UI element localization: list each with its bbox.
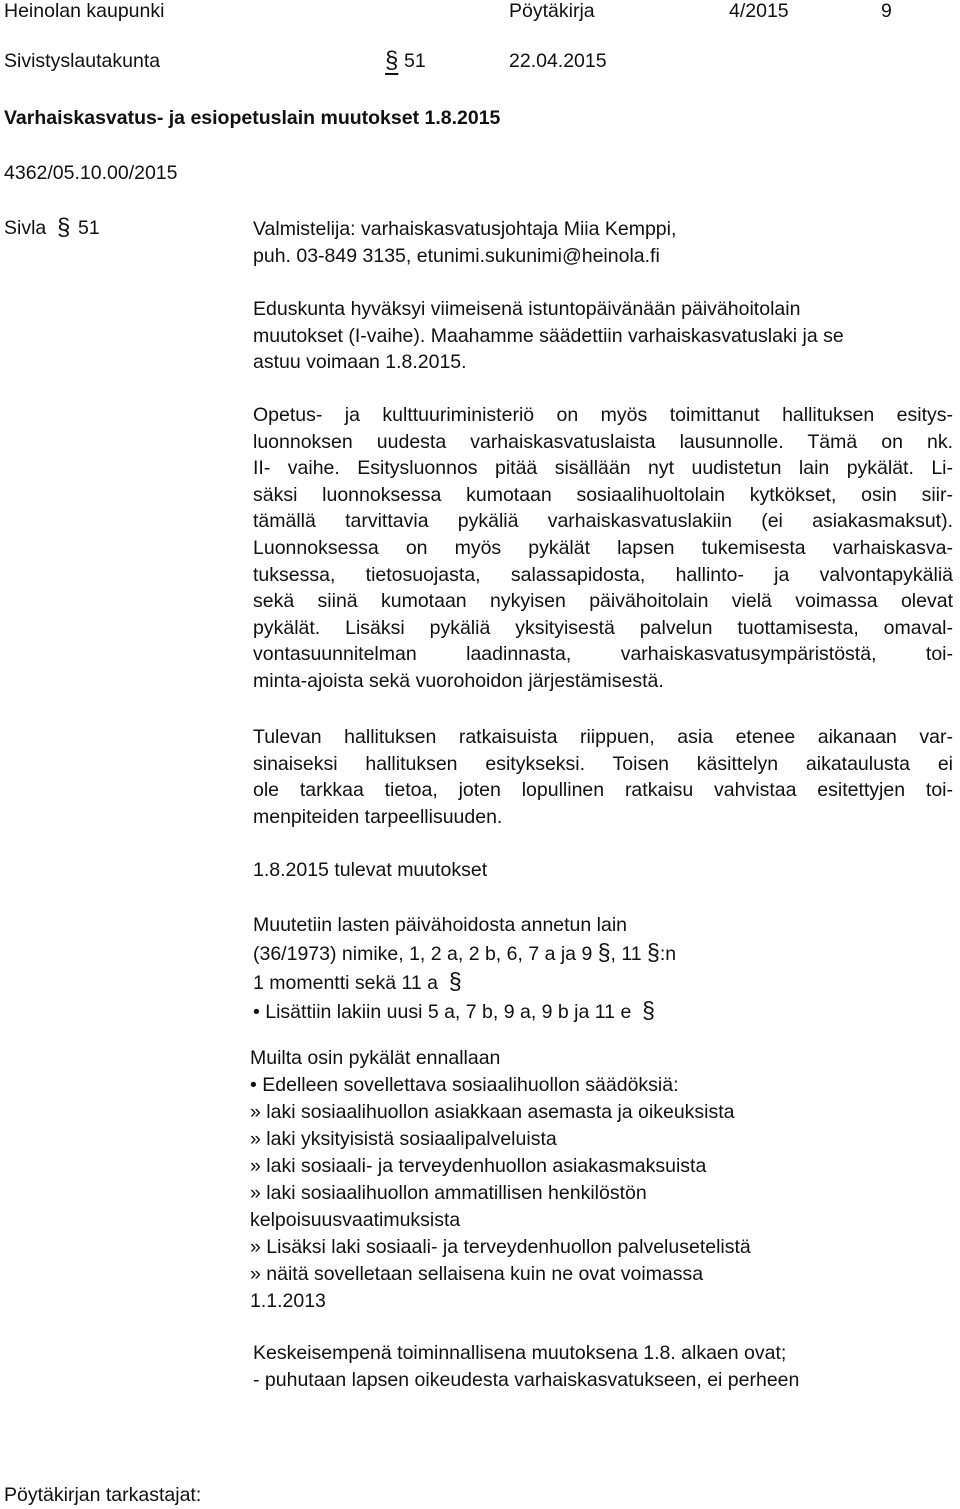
paragraph-line: menpiteiden tarpeellisuuden.	[253, 805, 503, 828]
section-mark: §	[642, 997, 655, 1023]
paragraph-line: muutokset (I-vaihe). Maahamme säädettiin varhaiskasvatuslaki ja se	[253, 324, 844, 347]
paragraph-line: sekä siinä kumotaan nykyisen päivähoitolain vielä voimassa olevat	[253, 590, 953, 613]
changes-line: Muutetiin lasten päivähoidosta annetun lain	[253, 914, 628, 936]
bullet: •	[250, 1074, 257, 1096]
other-heading: Muilta osin pykälät ennallaan	[250, 1047, 501, 1069]
page-title: Varhaiskasvatus- ja esiopetuslain muutokset 1.8.2015	[4, 107, 501, 129]
other-bullet-text: Edelleen sovellettava sosiaalihuollon säädöksiä:	[262, 1074, 679, 1096]
page-number: 9	[881, 0, 892, 22]
list-item: » laki sosiaalihuollon asiakkaan asemasta ja oikeuksista	[250, 1101, 735, 1123]
board-name: Sivistyslautakunta	[4, 50, 161, 72]
key-changes-line: - puhutaan lapsen oikeudesta varhaiskasvatukseen, ei perheen	[253, 1368, 800, 1391]
changes-text: :n	[659, 943, 677, 965]
changes-text: , 11	[610, 943, 642, 965]
list-item: » näitä sovelletaan sellaisena kuin ne ovat voimassa	[250, 1263, 704, 1285]
changes-heading: 1.8.2015 tulevat muutokset	[253, 859, 488, 881]
changes-text: (36/1973) nimike, 1, 2 a, 2 b, 6, 7 a ja 9	[253, 943, 593, 965]
changes-block	[253, 912, 676, 1026]
meeting-date: 22.04.2015	[509, 50, 607, 72]
paragraph-line: säksi luonnoksessa kumotaan sosiaalihuoltolain kytkökset, osin siir-	[253, 483, 953, 506]
key-changes-line: Keskeisempenä toiminnallisena muutoksena 1.8. alkaen ovat;	[253, 1342, 787, 1364]
changes-text: 1 momentti sekä 11 a	[253, 972, 438, 994]
list-item: » laki sosiaali- ja terveydenhuollon asiakasmaksuista	[250, 1155, 707, 1177]
paragraph-line: II- vaihe. Esitysluonnos pitää sisällään nyt uudistetun lain pykälät. Li-	[253, 457, 953, 480]
paragraph-line: minta-ajoista sekä vuorohoidon järjestämisestä.	[253, 669, 664, 692]
file-reference: 4362/05.10.00/2015	[4, 162, 178, 184]
sivla-section-mark: §	[57, 214, 71, 241]
document-type: Pöytäkirja	[509, 0, 595, 22]
changes-line	[253, 968, 676, 997]
section-mark: §	[597, 939, 611, 965]
paragraph-3	[253, 724, 953, 830]
sivla-label: Sivla	[4, 217, 47, 239]
sivla-number: 51	[78, 217, 100, 239]
preparer-line: Valmistelija: varhaiskasvatusjohtaja Miia Kemppi,	[253, 218, 677, 240]
paragraph-line: tuksessa, tietosuojasta, salassapidosta, hallinto- ja valvontapykäliä	[253, 563, 953, 586]
section-mark: §	[448, 968, 462, 994]
paragraph-line: astuu voimaan 1.8.2015.	[253, 351, 467, 374]
paragraph-line: tämällä tarvittavia pykäliä varhaiskasvatuslakiin (ei asiakasmaksut).	[253, 510, 953, 533]
key-changes-block	[253, 1340, 799, 1393]
list-item: » laki sosiaalihuollon ammatillisen henkilöstön	[250, 1182, 647, 1204]
changes-line	[253, 997, 676, 1026]
list-item: kelpoisuusvaatimuksista	[250, 1209, 461, 1231]
paragraph-2	[253, 402, 953, 695]
paragraph-line: vontasuunnitelman laadinnasta, varhaiskasvatusympäristöstä, toi-	[253, 643, 953, 666]
changes-line	[253, 939, 676, 968]
footer-label: Pöytäkirjan tarkastajat:	[4, 1484, 202, 1506]
paragraph-1	[253, 296, 953, 376]
paragraph-line: pykälät. Lisäksi pykäliä yksityisestä palvelun tuottamisesta, omaval-	[253, 616, 953, 639]
list-item: » Lisäksi laki sosiaali- ja terveydenhuollon palvelusetelistä	[250, 1236, 751, 1258]
other-provisions-block	[250, 1045, 751, 1315]
paragraph-line: luonnoksen uudesta varhaiskasvatuslaista lausunnolle. Tämä on nk.	[253, 430, 953, 453]
paragraph-line: sinaiseksi hallituksen esitykseksi. Toisen käsittelyn aikataulusta ei	[253, 752, 953, 775]
section-mark: §	[385, 47, 399, 74]
changes-text: Lisättiin lakiin uusi 5 a, 7 b, 9 a, 9 b ja 11 e	[265, 1001, 632, 1023]
paragraph-line: Tulevan hallituksen ratkaisuista riippuen, asia etenee aikanaan var-	[253, 726, 953, 748]
preparer-block	[253, 216, 953, 269]
list-item: 1.1.2013	[250, 1290, 326, 1312]
section-number: 51	[404, 50, 426, 72]
other-bullet-line	[250, 1072, 751, 1099]
city-name: Heinolan kaupunki	[4, 0, 165, 22]
document-number: 4/2015	[729, 0, 789, 22]
paragraph-line: Opetus- ja kulttuuriministeriö on myös toimittanut hallituksen esitys-	[253, 404, 953, 426]
paragraph-line: ole tarkkaa tietoa, joten lopullinen ratkaisu vahvistaa esitettyjen toi-	[253, 779, 953, 802]
paragraph-line: Luonnoksessa on myös pykälät lapsen tukemisesta varhaiskasva-	[253, 536, 953, 559]
bullet: •	[253, 1001, 260, 1023]
preparer-contact: puh. 03-849 3135, etunimi.sukunimi@heinola.fi	[253, 244, 660, 267]
list-item: » laki yksityisistä sosiaalipalveluista	[250, 1128, 557, 1150]
paragraph-line: Eduskunta hyväksyi viimeisenä istuntopäivänään päivähoitolain	[253, 298, 801, 320]
section-mark: §	[647, 939, 660, 965]
